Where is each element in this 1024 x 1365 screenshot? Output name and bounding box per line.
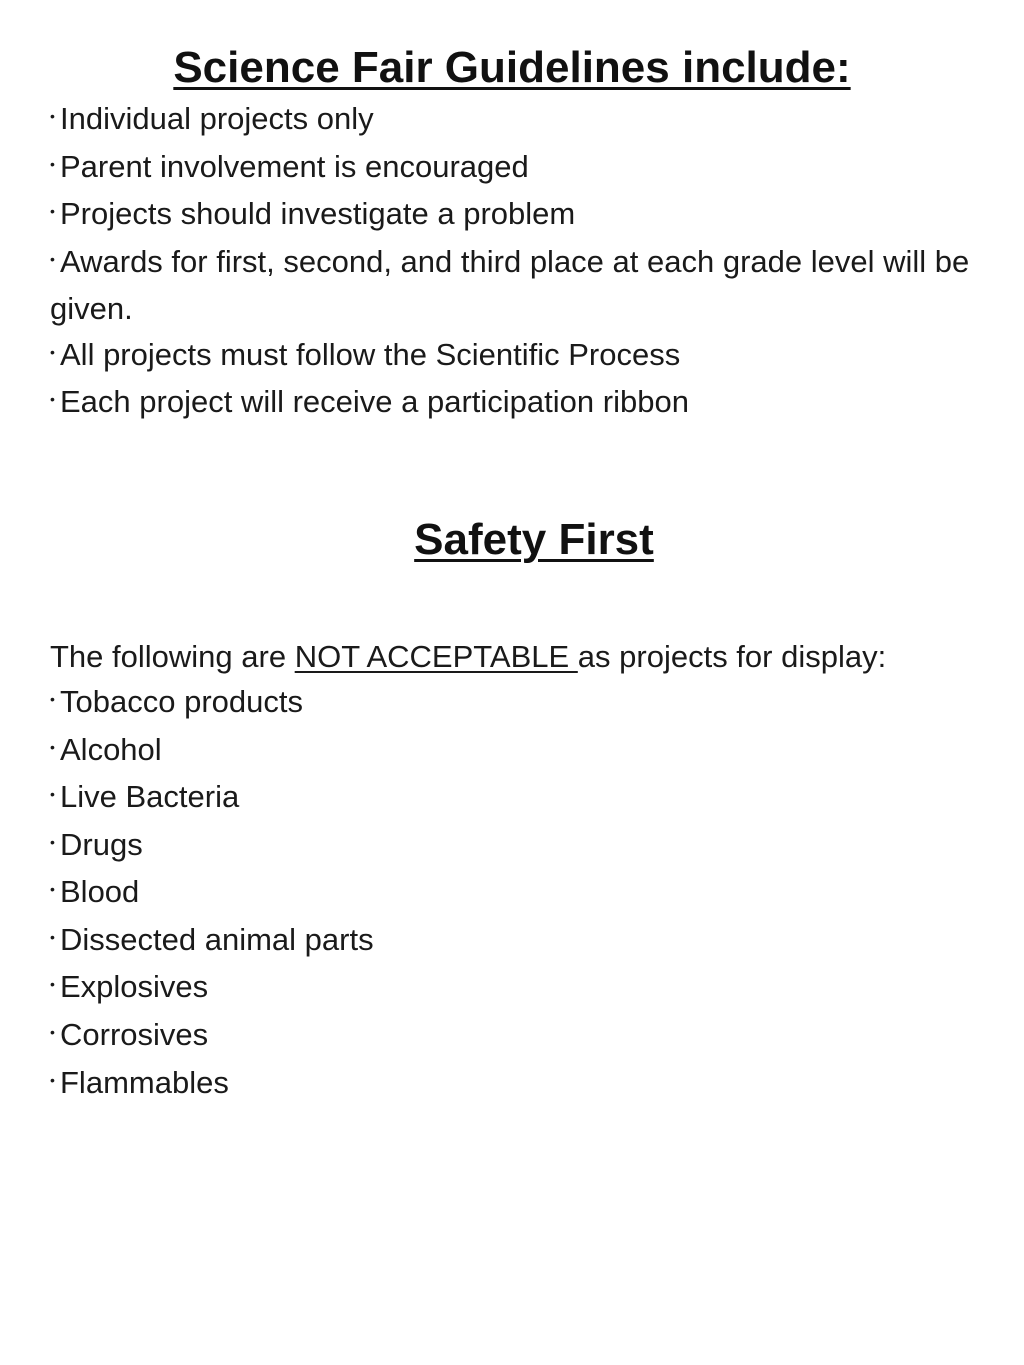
- bullet-icon: •: [50, 881, 55, 898]
- list-item-text: Corrosives: [60, 1016, 209, 1052]
- list-item-text: Drugs: [60, 826, 143, 862]
- list-item: [50, 917, 990, 965]
- safety-intro: [50, 634, 990, 680]
- list-item-text: Each project will receive a participation ribbon: [60, 384, 689, 420]
- list-item-text: Explosives: [60, 969, 209, 1005]
- bullet-icon: •: [50, 203, 55, 220]
- list-item-text: Tobacco products: [60, 684, 303, 719]
- list-item: [50, 144, 990, 192]
- section-title-safety: Safety First: [414, 515, 654, 564]
- list-item-text: Awards for first, second, and third place at each grade level will be given.: [50, 243, 970, 327]
- list-item: [50, 239, 990, 332]
- safety-intro-emphasis: NOT ACCEPTABLE: [294, 639, 578, 674]
- page-title: Science Fair Guidelines include:: [173, 43, 851, 92]
- bullet-icon: •: [50, 250, 55, 267]
- bullet-icon: •: [50, 1024, 55, 1040]
- list-item: [50, 332, 990, 380]
- list-item-text: Individual projects only: [60, 101, 374, 136]
- bullet-icon: •: [50, 1071, 55, 1088]
- list-item: [50, 964, 990, 1012]
- bullet-icon: •: [50, 738, 55, 755]
- list-item-text: Dissected animal parts: [60, 921, 374, 957]
- bullet-icon: •: [50, 108, 55, 125]
- bullet-icon: •: [50, 833, 55, 850]
- bullet-icon: •: [50, 343, 55, 360]
- list-item-text: All projects must follow the Scientific Process: [60, 336, 681, 372]
- guidelines-list: [50, 96, 990, 427]
- list-item-text: Projects should investigate a problem: [60, 196, 576, 232]
- list-item: [50, 379, 990, 427]
- list-item: [50, 96, 990, 144]
- list-item-text: Alcohol: [60, 731, 162, 767]
- list-item-text: Live Bacteria: [60, 779, 240, 815]
- bullet-icon: •: [50, 786, 55, 803]
- list-item: [50, 822, 990, 870]
- bullet-icon: •: [50, 155, 55, 172]
- bullet-icon: •: [50, 391, 55, 408]
- unacceptable-list: [50, 679, 990, 1107]
- bullet-icon: •: [50, 976, 55, 993]
- list-item: [50, 727, 990, 775]
- list-item: [50, 191, 990, 239]
- safety-intro-before: The following are: [50, 639, 295, 674]
- list-item: [50, 1060, 990, 1108]
- list-item: [50, 679, 990, 727]
- bullet-icon: •: [50, 928, 55, 945]
- list-item-text: Flammables: [60, 1064, 229, 1100]
- list-item-text: Parent involvement is encouraged: [60, 148, 529, 184]
- list-item-text: Blood: [60, 874, 140, 910]
- bullet-icon: •: [50, 691, 55, 708]
- list-item: [50, 774, 990, 822]
- list-item: [50, 1012, 990, 1060]
- list-item: [50, 869, 990, 917]
- safety-intro-after: as projects for display:: [577, 639, 887, 674]
